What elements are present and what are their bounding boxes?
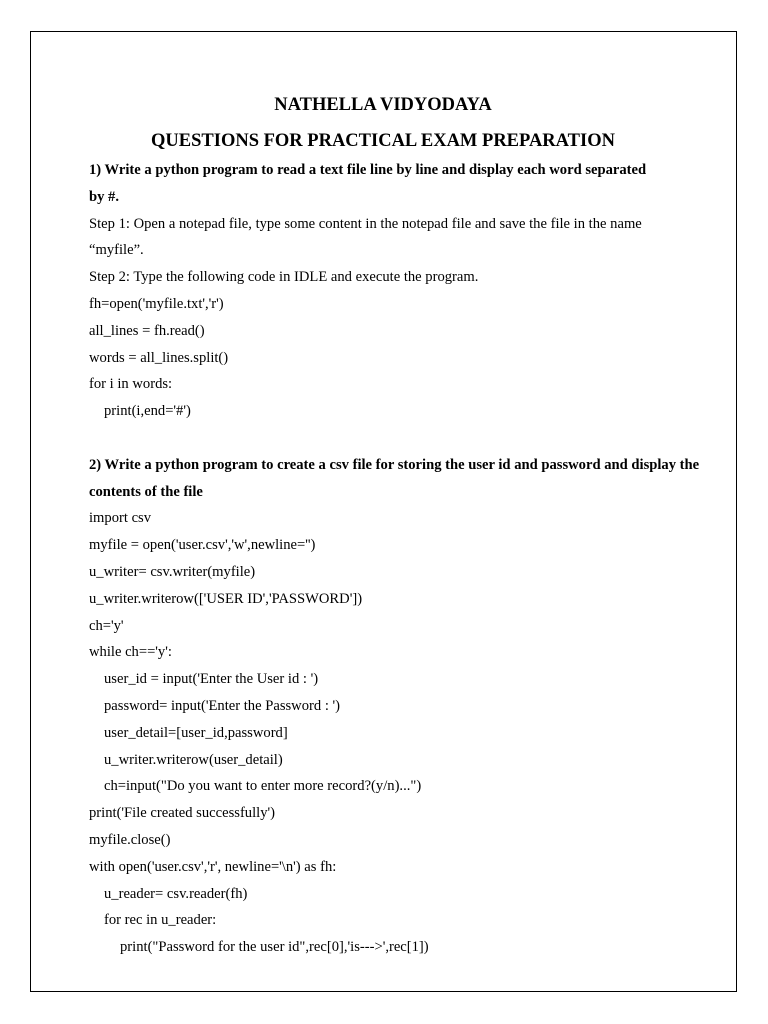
code-line: u_reader= csv.reader(fh) bbox=[104, 885, 248, 902]
question-1-section bbox=[89, 157, 689, 425]
step-1-text: Step 1: Open a notepad file, type some content in the notepad file and save the file in the name bbox=[89, 215, 642, 232]
code-line: myfile.close() bbox=[89, 831, 171, 848]
code-line: myfile = open('user.csv','w',newline='') bbox=[89, 537, 316, 554]
step-1-text-cont: “myfile”. bbox=[89, 242, 144, 259]
code-line: for rec in u_reader: bbox=[104, 912, 217, 929]
question-1-text-cont: by #. bbox=[89, 188, 120, 205]
code-line: with open('user.csv','r', newline='\n') as fh: bbox=[89, 858, 337, 875]
code-line: password= input('Enter the Password : ') bbox=[104, 697, 341, 714]
code-line: u_writer.writerow(user_detail) bbox=[104, 751, 283, 768]
code-line: words = all_lines.split() bbox=[89, 349, 229, 366]
question-2-text: 2) Write a python program to create a csv file for storing the user id and password and display the bbox=[89, 456, 700, 473]
question-2-section bbox=[89, 452, 700, 961]
code-line: all_lines = fh.read() bbox=[89, 322, 205, 339]
document-content bbox=[89, 92, 700, 961]
code-line: while ch=='y': bbox=[89, 644, 172, 661]
question-2-code bbox=[89, 505, 689, 961]
question-2-text-cont: contents of the file bbox=[89, 483, 203, 500]
code-line: ch=input("Do you want to enter more record?(y/n)...") bbox=[104, 778, 422, 795]
code-line: for i in words: bbox=[89, 376, 173, 393]
code-line: print("Password for the user id",rec[0],'is--->',rec[1]) bbox=[120, 939, 429, 956]
code-line: u_writer= csv.writer(myfile) bbox=[89, 563, 256, 580]
code-line: u_writer.writerow(['USER ID','PASSWORD']) bbox=[89, 590, 363, 607]
section-spacer bbox=[89, 425, 689, 452]
code-line: print(i,end='#') bbox=[104, 403, 191, 420]
code-line: print('File created successfully') bbox=[89, 805, 275, 822]
question-1-code bbox=[89, 291, 689, 425]
code-line: import csv bbox=[89, 510, 152, 527]
code-line: user_id = input('Enter the User id : ') bbox=[104, 671, 319, 688]
code-line: user_detail=[user_id,password] bbox=[104, 724, 288, 741]
document-title: QUESTIONS FOR PRACTICAL EXAM PREPARATION bbox=[151, 131, 615, 151]
step-2-text: Step 2: Type the following code in IDLE and execute the program. bbox=[89, 269, 479, 286]
code-line: fh=open('myfile.txt','r') bbox=[89, 295, 224, 312]
school-name: NATHELLA VIDYODAYA bbox=[274, 95, 492, 115]
question-1-text: 1) Write a python program to read a text file line by line and display each word separated bbox=[89, 162, 647, 178]
code-line: ch='y' bbox=[89, 617, 124, 634]
